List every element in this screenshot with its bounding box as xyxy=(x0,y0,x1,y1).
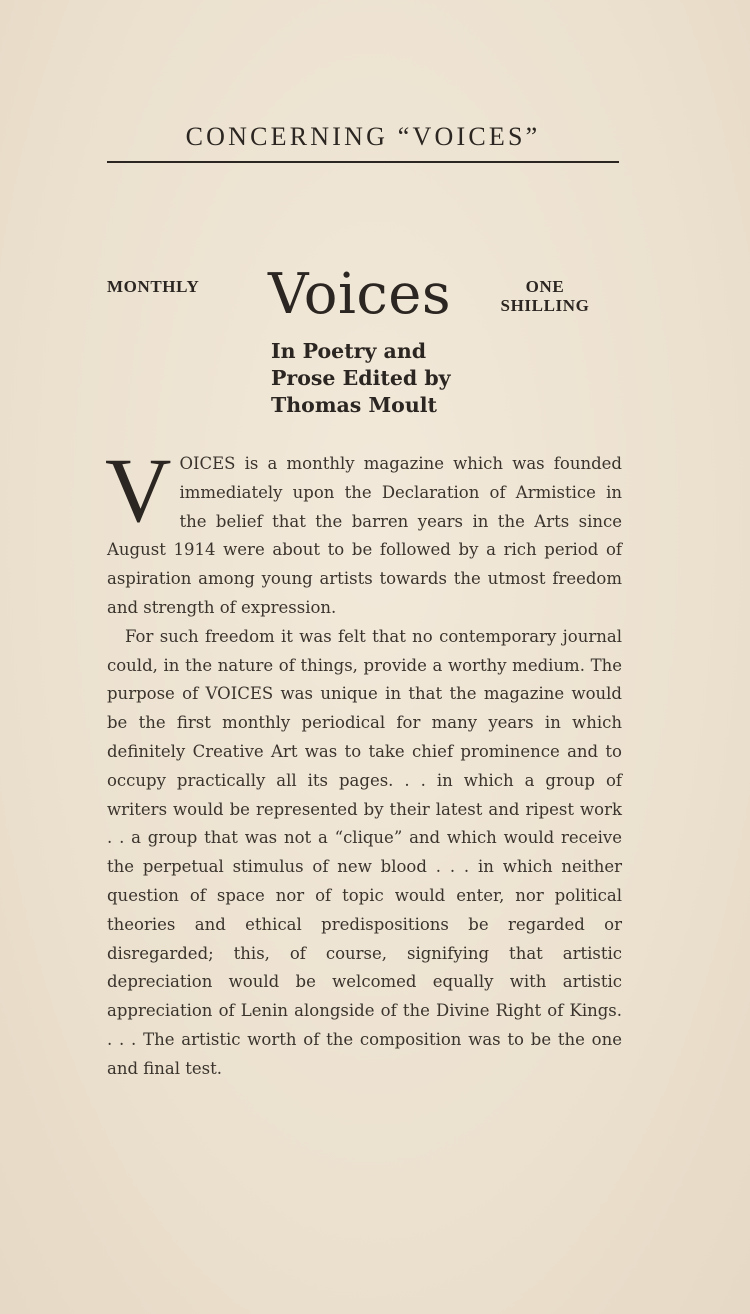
subtitle-line-1: In Poetry and xyxy=(271,339,427,363)
price-line-1: ONE xyxy=(525,277,565,296)
paragraph-1-text: OICES is a monthly magazine which was founded immediately upon the Declaration of Armistice in the belief that the barren years in the Arts since August 1914 were about to be followed by a rich period of aspiration among young artists towards the utmost freedom and strength of expression. xyxy=(107,454,622,617)
paragraph-1 xyxy=(105,439,622,623)
masthead-title: Voices xyxy=(268,262,452,327)
price-label xyxy=(490,277,600,315)
paragraph-2: For such freedom it was felt that no contemporary journal could, in the nature of things, provide a worthy medium. The purpose of VOICES was unique in that the magazine would be the first monthly periodical for many years in which definitely Creative Art was to take chief prominence and to occupy practically all its pages. . . in which a group of writers would be represented by their latest and ripest work . . a group that was not a “clique” and which would receive the perpetual stimulus of new blood . . . in which neither question of space nor of topic would enter, nor political theories and ethical predispositions be regarded or disregarded; this, of course, signifying that artistic depreciation would be welcomed equally with artistic appreciation of Lenin alongside of the Divine Right of Kings. . . . The artistic worth of the composition was to be the one and final test. xyxy=(107,626,622,1078)
body-text xyxy=(105,439,622,1084)
frequency-label: MONTHLY xyxy=(107,277,200,296)
subtitle-line-2: Prose Edited by xyxy=(271,366,451,390)
price-line-2: SHILLING xyxy=(500,296,590,315)
header-rule xyxy=(107,161,619,163)
masthead-subtitle xyxy=(271,338,451,419)
drop-cap: V xyxy=(105,439,172,541)
subtitle-line-3: Thomas Moult xyxy=(271,393,438,417)
page-header-title: CONCERNING “VOICES” xyxy=(185,122,541,151)
